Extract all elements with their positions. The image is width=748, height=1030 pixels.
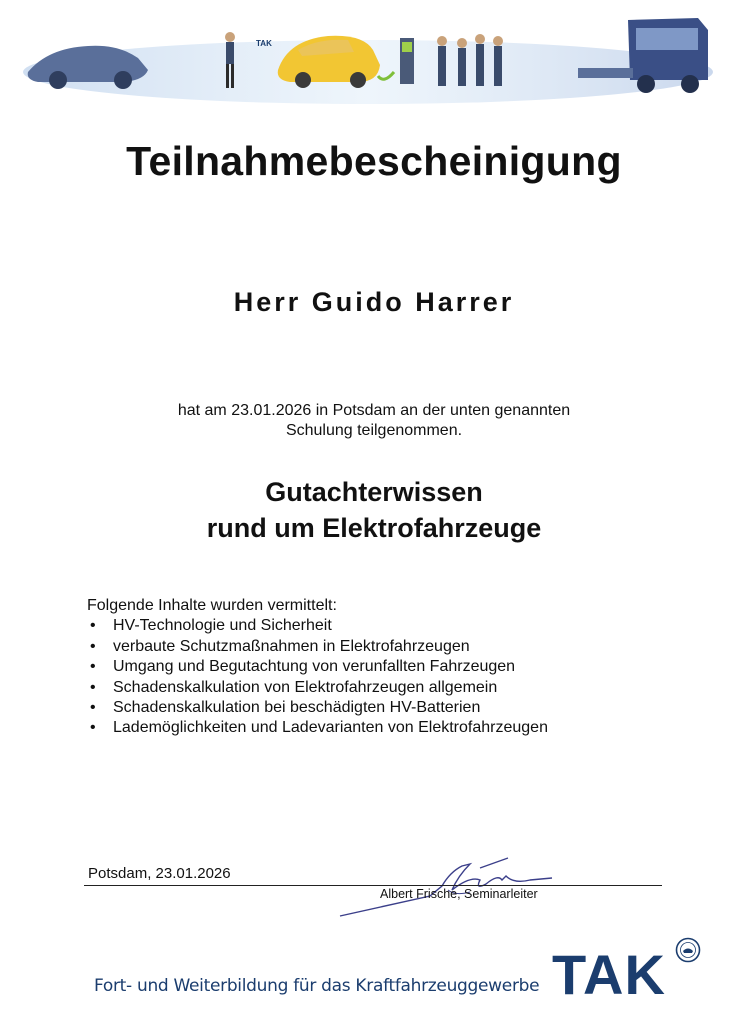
intro-line-1: hat am 23.01.2026 in Potsdam an der unten genannten <box>177 402 571 419</box>
list-item-text: Umgang und Begutachtung von verunfallten Fahrzeugen <box>113 658 516 676</box>
list-item <box>87 637 548 657</box>
course-title-line-1: Gutachterwissen <box>265 477 483 507</box>
bullet-icon: • <box>90 678 96 696</box>
banner-tak-label: TAK <box>256 39 272 48</box>
list-item <box>87 657 548 677</box>
list-item-text: verbaute Schutzmaßnahmen in Elektrofahrzeugen <box>113 637 470 655</box>
contents-heading: Folgende Inhalte wurden vermittelt: <box>87 597 337 614</box>
list-item <box>87 616 548 636</box>
list-item <box>87 678 548 698</box>
list-item-text: HV-Technologie und Sicherheit <box>113 617 332 635</box>
list-item-text: Schadenskalkulation bei beschädigten HV-Batterien <box>113 699 481 717</box>
footer-tagline: Fort- und Weiterbildung für das Kraftfahrzeuggewerbe <box>94 976 540 996</box>
list-item-text: Lademöglichkeiten und Ladevarianten von Elektrofahrzeugen <box>113 719 548 737</box>
course-title <box>0 474 748 546</box>
list-item <box>87 698 548 718</box>
bullet-icon: • <box>90 637 96 655</box>
bullet-icon: • <box>90 658 96 676</box>
bullet-icon: • <box>90 719 96 737</box>
place-and-date: Potsdam, 23.01.2026 <box>88 865 231 882</box>
certificate-title: Teilnahmebescheinigung <box>126 138 622 184</box>
intro-text <box>0 401 748 441</box>
intro-line-2: Schulung teilgenommen. <box>285 422 463 439</box>
certification-seal-icon <box>675 937 701 963</box>
course-title-line-2: rund um Elektrofahrzeuge <box>206 513 542 543</box>
contents-list <box>87 616 548 738</box>
bullet-icon: • <box>90 617 96 635</box>
participant-name: Herr Guido Harrer <box>233 287 515 317</box>
list-item-text: Schadenskalkulation von Elektrofahrzeugen allgemein <box>113 678 498 696</box>
list-item <box>87 718 548 738</box>
bullet-icon: • <box>90 699 96 717</box>
header-illustration <box>18 10 718 110</box>
signature-line <box>84 885 662 886</box>
tak-logo: TAK <box>552 943 666 1006</box>
signer-name: Albert Frische, Seminarleiter <box>380 887 538 901</box>
course-contents <box>87 596 548 739</box>
